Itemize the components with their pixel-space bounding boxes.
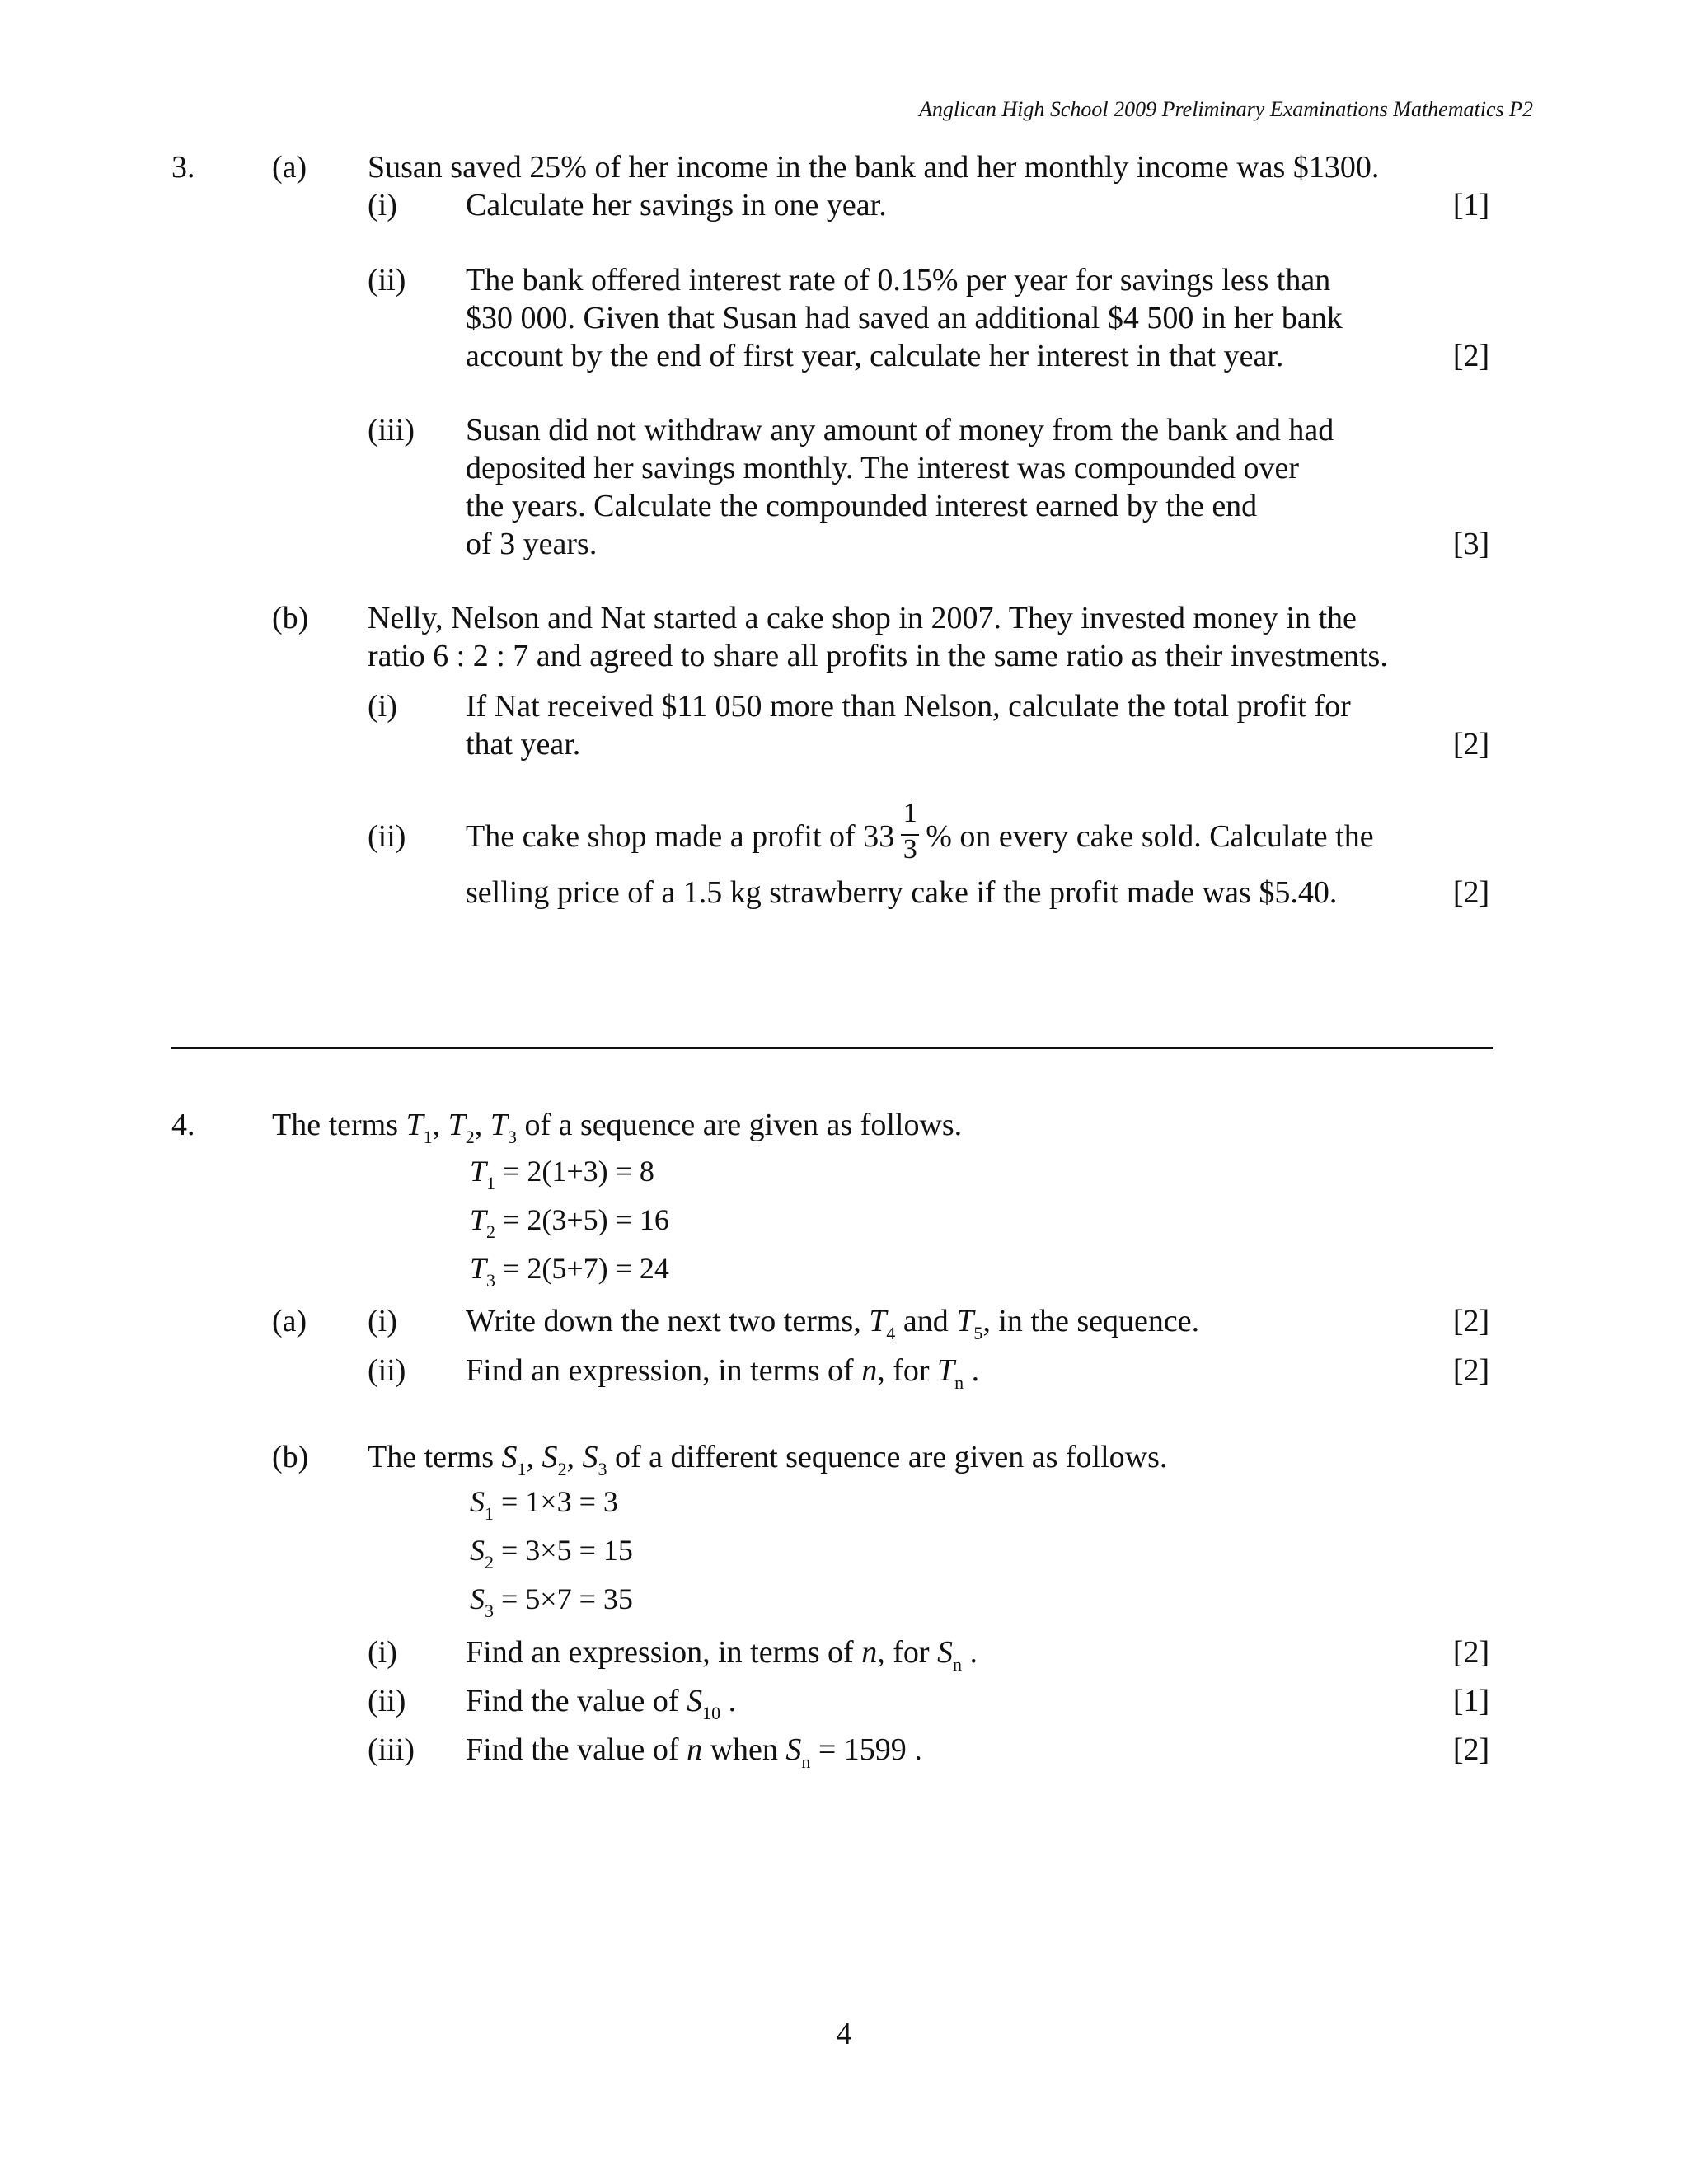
sn-symbol: $S_n$ bbox=[785, 1732, 811, 1772]
q4biii-text: Find the value of n when $S_n = 1599$ . bbox=[466, 1732, 922, 1772]
q4aii-label: (ii) bbox=[368, 1353, 406, 1388]
q3ai-label: (i) bbox=[368, 188, 397, 223]
q3bi-label: (i) bbox=[368, 689, 397, 724]
sn-symbol: $S_n$ bbox=[937, 1635, 963, 1675]
q4-number: 4. bbox=[171, 1108, 195, 1142]
s2-symbol: $S_2$ bbox=[542, 1440, 567, 1479]
t2-equation: $T_2 = 2(3+5) = 16$ bbox=[470, 1203, 669, 1242]
fraction-denominator: 3 bbox=[903, 834, 917, 865]
q4b-intro: The terms $S_1$, $S_2$, $S_3$ of a different sequence are given as follows. bbox=[368, 1440, 1168, 1479]
q3bii-line2: selling price of a 1.5 kg strawberry cake if the profit made was $5.40. bbox=[466, 875, 1338, 910]
tn-symbol: $T_n$ bbox=[937, 1353, 964, 1393]
t1-equation: $T_1 = 2(1+3) = 8$ bbox=[470, 1155, 654, 1193]
q4a-label: (a) bbox=[272, 1304, 307, 1338]
q3bii-marks: [2] bbox=[1452, 875, 1490, 910]
page-header: Anglican High School 2009 Preliminary Examinations Mathematics P2 bbox=[919, 97, 1533, 121]
q3bii-line1 bbox=[466, 798, 1374, 865]
q4biii-label: (iii) bbox=[368, 1732, 415, 1767]
q4biii-marks: [2] bbox=[1452, 1732, 1490, 1767]
q3aii-line2: $30 000. Given that Susan had saved an additional $4 500 in her bank bbox=[466, 301, 1343, 335]
q3aiii-line1: Susan did not withdraw any amount of money from the bank and had bbox=[466, 413, 1334, 448]
q3bii-line1-pre: The cake shop made a profit of 33 bbox=[466, 819, 895, 854]
q3aiii-label: (iii) bbox=[368, 413, 415, 448]
s2-equation: $S_2 = 3\times 5 = 15$ bbox=[470, 1534, 633, 1572]
q3aiii-line4: of 3 years. bbox=[466, 527, 598, 561]
q3bii-label: (ii) bbox=[368, 819, 406, 854]
q3ai-marks: [1] bbox=[1452, 188, 1490, 223]
q4bi-label: (i) bbox=[368, 1635, 397, 1670]
t3-equation: $T_3 = 2(5+7) = 24$ bbox=[470, 1252, 669, 1291]
q4bi-marks: [2] bbox=[1452, 1635, 1490, 1670]
q3ai-text: Calculate her savings in one year. bbox=[466, 188, 887, 223]
q4aii-marks: [2] bbox=[1452, 1353, 1490, 1388]
q4bii-label: (ii) bbox=[368, 1684, 406, 1718]
q4bii-marks: [1] bbox=[1452, 1684, 1490, 1718]
q3aii-line1: The bank offered interest rate of 0.15% per year for savings less than bbox=[466, 263, 1331, 298]
t2-symbol: $T_2$ bbox=[448, 1108, 475, 1147]
q3b-intro-line1: Nelly, Nelson and Nat started a cake shop in 2007. They invested money in the bbox=[368, 601, 1357, 635]
q3a-label: (a) bbox=[272, 150, 307, 185]
q3bi-line2: that year. bbox=[466, 727, 581, 762]
divider-line bbox=[171, 1047, 1493, 1049]
q4-intro-post: of a sequence are given as follows. bbox=[524, 1108, 963, 1142]
q3aii-label: (ii) bbox=[368, 263, 406, 298]
s10-symbol: $S_{10}$ bbox=[687, 1684, 721, 1723]
t1-symbol: $T_1$ bbox=[406, 1108, 433, 1147]
q3bii-line1-post: % on every cake sold. Calculate the bbox=[926, 819, 1374, 854]
q4b-label: (b) bbox=[272, 1440, 309, 1474]
q3-number: 3. bbox=[171, 150, 195, 185]
q4ai-marks: [2] bbox=[1452, 1304, 1490, 1338]
q3aiii-marks: [3] bbox=[1452, 527, 1490, 561]
s1-equation: $S_1 = 1\times 3 = 3$ bbox=[470, 1485, 618, 1524]
q3b-label: (b) bbox=[272, 601, 309, 635]
q3b-intro-line2: ratio 6 : 2 : 7 and agreed to share all profits in the same ratio as their investments. bbox=[368, 639, 1388, 673]
q4-intro: The terms $T_1$, $T_2$, $T_3$ of a sequence are given as follows. bbox=[272, 1108, 963, 1147]
q4bi-text: Find an expression, in terms of n, for $S_n$ . bbox=[466, 1635, 978, 1675]
t3-symbol: $T_3$ bbox=[490, 1108, 517, 1147]
t5-symbol: $T_5$ bbox=[956, 1304, 983, 1343]
q3bi-marks: [2] bbox=[1452, 727, 1490, 762]
q4bii-text: Find the value of $S_{10}$ . bbox=[466, 1684, 737, 1723]
q3aii-line3: account by the end of first year, calculate her interest in that year. bbox=[466, 339, 1284, 373]
s1-symbol: $S_1$ bbox=[501, 1440, 527, 1479]
q4aii-text: Find an expression, in terms of n, for $T_n$ . bbox=[466, 1353, 980, 1393]
q4ai-text: Write down the next two terms, $T_4$ and $T_5$, in the sequence. bbox=[466, 1304, 1200, 1343]
one-third-fraction bbox=[899, 798, 921, 865]
page-number: 4 bbox=[836, 2017, 852, 2051]
q4-intro-pre: The terms bbox=[272, 1108, 399, 1142]
s3-symbol: $S_3$ bbox=[582, 1440, 607, 1479]
q3aiii-line2: deposited her savings monthly. The interest was compounded over bbox=[466, 451, 1300, 485]
q3a-intro: Susan saved 25% of her income in the bank and her monthly income was $1300. bbox=[368, 150, 1380, 185]
s3-equation: $S_3 = 5\times 7 = 35$ bbox=[470, 1582, 633, 1621]
q4ai-label: (i) bbox=[368, 1304, 397, 1338]
fraction-numerator: 1 bbox=[903, 798, 917, 829]
t4-symbol: $T_4$ bbox=[869, 1304, 896, 1343]
q3bi-line1: If Nat received $11 050 more than Nelson, calculate the total profit for bbox=[466, 689, 1351, 724]
q3aii-marks: [2] bbox=[1452, 339, 1490, 373]
q3aiii-line3: the years. Calculate the compounded interest earned by the end bbox=[466, 489, 1258, 523]
